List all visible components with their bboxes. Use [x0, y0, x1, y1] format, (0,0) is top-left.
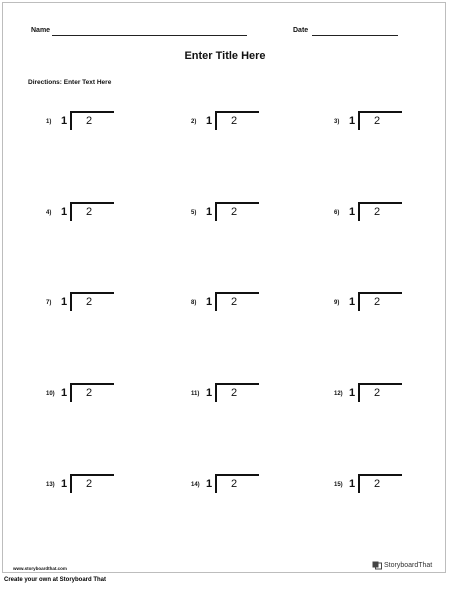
problem-number: 2) [191, 119, 197, 125]
dividend: 2 [374, 387, 381, 399]
dividend: 2 [374, 206, 381, 218]
division-problem [191, 383, 281, 407]
division-problem [191, 292, 281, 316]
dividend: 2 [374, 478, 381, 490]
worksheet-title: Enter Title Here [184, 50, 266, 62]
division-problem [46, 202, 136, 226]
dividend: 2 [86, 296, 93, 308]
divisor: 1 [349, 478, 356, 490]
problem-number: 10) [46, 391, 55, 397]
dividend: 2 [231, 478, 238, 490]
divisor: 1 [349, 387, 356, 399]
division-problem [334, 202, 424, 226]
divisor: 1 [206, 387, 213, 399]
directions-text: Directions: Enter Text Here [28, 79, 112, 86]
division-problem [191, 474, 281, 498]
divisor: 1 [349, 206, 356, 218]
name-label: Name [31, 27, 51, 34]
division-problem [334, 383, 424, 407]
dividend: 2 [231, 296, 238, 308]
problem-number: 12) [334, 391, 343, 397]
problem-number: 7) [46, 300, 52, 306]
divisor: 1 [61, 206, 68, 218]
problem-number: 1) [46, 119, 52, 125]
footer-url: www.storyboardthat.com [13, 566, 67, 571]
divisor: 1 [61, 296, 68, 308]
divisor: 1 [349, 115, 356, 127]
problem-number: 6) [334, 210, 340, 216]
division-problem [46, 292, 136, 316]
division-problem [334, 111, 424, 135]
division-problem [191, 111, 281, 135]
problem-number: 9) [334, 300, 340, 306]
problem-number: 3) [334, 119, 340, 125]
divisor: 1 [206, 478, 213, 490]
divisor: 1 [61, 387, 68, 399]
divisor: 1 [206, 115, 213, 127]
name-field-line [52, 35, 247, 36]
division-problem [334, 292, 424, 316]
problem-number: 8) [191, 300, 197, 306]
dividend: 2 [231, 387, 238, 399]
dividend: 2 [86, 115, 93, 127]
dividend: 2 [231, 206, 238, 218]
divisor: 1 [349, 296, 356, 308]
dividend: 2 [86, 206, 93, 218]
date-field-line [312, 35, 398, 36]
divisor: 1 [61, 115, 68, 127]
division-problem [191, 202, 281, 226]
date-label: Date [293, 27, 309, 34]
division-problem [46, 474, 136, 498]
division-problem [46, 383, 136, 407]
division-problem [46, 111, 136, 135]
dividend: 2 [374, 115, 381, 127]
storyboard-icon [372, 560, 382, 570]
dividend: 2 [231, 115, 238, 127]
dividend: 2 [86, 478, 93, 490]
problem-number: 15) [334, 482, 343, 488]
problem-number: 11) [191, 391, 200, 397]
divisor: 1 [206, 296, 213, 308]
create-your-own-link[interactable]: Create your own at Storyboard That [4, 577, 107, 583]
problem-number: 4) [46, 210, 52, 216]
dividend: 2 [374, 296, 381, 308]
worksheet-page [2, 2, 446, 573]
problem-number: 5) [191, 210, 197, 216]
dividend: 2 [86, 387, 93, 399]
problem-number: 14) [191, 482, 200, 488]
divisor: 1 [206, 206, 213, 218]
division-problem [334, 474, 424, 498]
problem-number: 13) [46, 482, 55, 488]
divisor: 1 [61, 478, 68, 490]
logo-text: StoryboardThat [384, 561, 433, 569]
storyboardthat-logo[interactable] [372, 560, 432, 570]
